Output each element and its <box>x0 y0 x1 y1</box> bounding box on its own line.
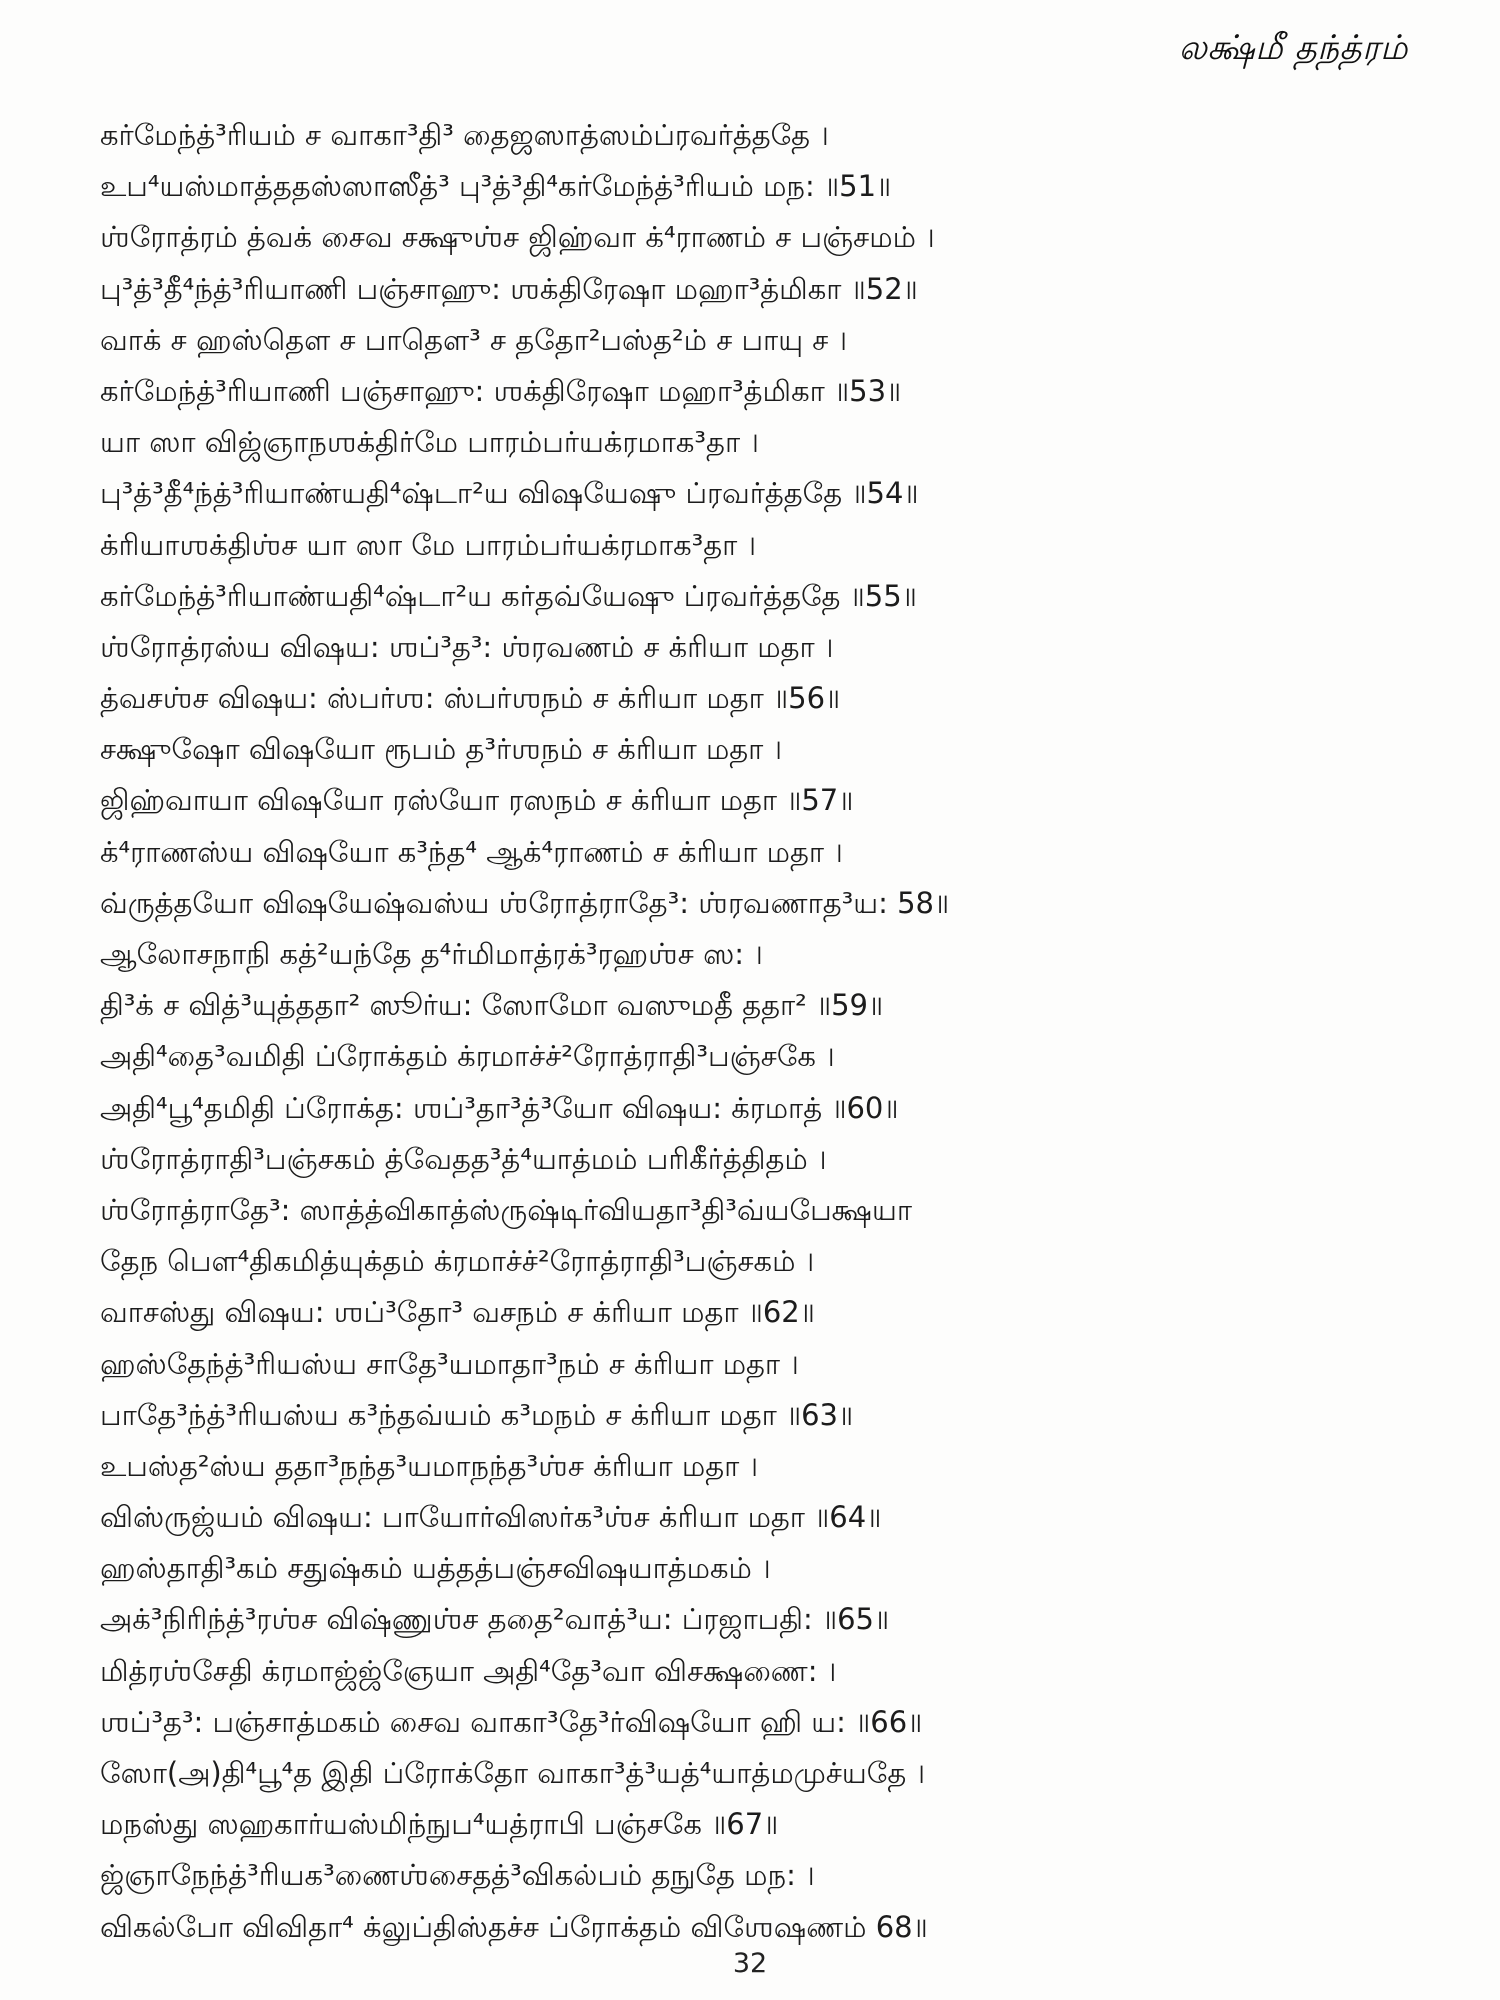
verse-line: பு³த்³தீ⁴ந்த்³ரியாண்யதி⁴ஷ்டா²ய விஷயேஷு ப்ரவர்த்ததே ॥54॥ <box>100 476 919 511</box>
verse-line: ஆலோசநாநி கத்²யந்தே த⁴ர்மிமாத்ரக்³ரஹஶ்ச ஸ: । <box>100 937 763 971</box>
verse-line: அக்³நிரிந்த்³ரஶ்ச விஷ்ணுஶ்ச ததை²வாத்³ய: ப்ரஜாபதி: ॥65॥ <box>100 1602 890 1637</box>
verse-line: விஸ்ருஜ்யம் விஷய: பாயோர்விஸர்க³ஶ்ச க்ரியா மதா ॥64॥ <box>100 1500 882 1535</box>
verse-line: ஶப்³த³: பஞ்சாத்மகம் சைவ வாகா³தே³ர்விஷயோ ஹி ய: ॥66॥ <box>100 1704 923 1739</box>
verse-line: சக்ஷுஷோ விஷயோ ரூபம் த³ர்ஶநம் ச க்ரியா மதா । <box>100 732 783 767</box>
verse-line: பாதே³ந்த்³ரியஸ்ய க³ந்தவ்யம் க³மநம் ச க்ரியா மதா ॥63॥ <box>100 1397 854 1432</box>
verse-line: ஹஸ்தாதி³கம் சதுஷ்கம் யத்தத்பஞ்சவிஷயாத்மகம் । <box>100 1551 771 1586</box>
verse-line: ஸோ(அ)தி⁴பூ⁴த இதி ப்ரோக்தோ வாகா³த்³யத்⁴யாத்மமுச்யதே । <box>100 1756 926 1790</box>
verse-line: ஶ்ரோத்ரஸ்ய விஷய: ஶப்³த³: ஶ்ரவணம் ச க்ரியா மதா । <box>100 629 834 664</box>
verse-line: க்ரியாஶக்திஶ்ச யா ஸா மே பாரம்பர்யக்ரமாக³தா । <box>100 527 757 562</box>
verse-line: ஶ்ரோத்ராதி³பஞ்சகம் த்வேதத³த்⁴யாத்மம் பரிகீர்த்திதம் । <box>100 1141 827 1176</box>
verse-line: அதி⁴பூ⁴தமிதி ப்ரோக்த: ஶப்³தா³த்³யோ விஷய: க்ரமாத் ॥60॥ <box>100 1090 899 1125</box>
verse-line: மித்ரஶ்சேதி க்ரமாஜ்ஜ்ஞேயா அதி⁴தே³வா விசக்ஷணை: । <box>100 1653 837 1688</box>
verse-line: கர்மேந்த்³ரியாணி பஞ்சாஹு: ஶக்திரேஷா மஹா³த்மிகா ॥53॥ <box>100 373 902 408</box>
verse-line: ஶ்ரோத்ராதே³: ஸாத்த்விகாத்ஸ்ருஷ்டிர்வியதா³தி³வ்யபேக்ஷயா <box>100 1192 912 1227</box>
verse-line: விகல்போ விவிதா⁴ க்லுப்திஸ்தச்ச ப்ரோக்தம் விஶேஷணம் 68॥ <box>100 1909 928 1944</box>
verse-line: த்வசஶ்ச விஷய: ஸ்பர்ஶ: ஸ்பர்ஶநம் ச க்ரியா மதா ॥56॥ <box>100 681 841 716</box>
verse-line: ஜ்ஞாநேந்த்³ரியக³ணைஶ்சைதத்³விகல்பம் தநுதே மந: । <box>100 1858 815 1893</box>
verse-line: யா ஸா விஜ்ஞாநஶக்திர்மே பாரம்பர்யக்ரமாக³தா । <box>100 425 759 460</box>
verse-line: ஹஸ்தேந்த்³ரியஸ்ய சாதே³யமாதா³நம் ச க்ரியா மதா । <box>100 1346 799 1381</box>
verse-line: கர்மேந்த்³ரியாண்யதி⁴ஷ்டா²ய கர்தவ்யேஷு ப்ரவர்த்ததே ॥55॥ <box>100 578 917 613</box>
verse-line: வ்ருத்தயோ விஷயேஷ்வஸ்ய ஶ்ரோத்ராதே³: ஶ்ரவணாத³ய: 58॥ <box>100 885 950 920</box>
verse-line: வாசஸ்து விஷய: ஶப்³தோ³ வசநம் ச க்ரியா மதா ॥62॥ <box>100 1295 815 1330</box>
verse-line: ஶ்ரோத்ரம் த்வக் சைவ சக்ஷுஶ்ச ஜிஹ்வா க்⁴ராணம் ச பஞ்சமம் । <box>100 220 935 255</box>
verse-line: ஜிஹ்வாயா விஷயோ ரஸ்யோ ரஸநம் ச க்ரியா மதா ॥57॥ <box>100 783 854 818</box>
verse-line: உபஸ்த²ஸ்ய ததா³நந்த³யமாநந்த³ஶ்ச க்ரியா மதா । <box>100 1448 759 1483</box>
verse-line: கர்மேந்த்³ரியம் ச வாகா³தி³ தைஜஸாத்ஸம்ப்ரவர்த்ததே । <box>100 118 829 152</box>
verse-text-block <box>100 110 1410 1953</box>
verse-line: பு³த்³தீ⁴ந்த்³ரியாணி பஞ்சாஹு: ஶக்திரேஷா மஹா³த்மிகா ॥52॥ <box>100 271 918 306</box>
verse-line: தி³க் ச வித்³யுத்ததா² ஸூர்ய: ஸோமோ வஸுமதீ ததா² ॥59॥ <box>100 988 884 1023</box>
verse-line: தேந பௌ⁴திகமித்யுக்தம் க்ரமாச்ச்²ரோத்ராதி³பஞ்சகம் । <box>100 1244 815 1279</box>
verse-line: மநஸ்து ஸஹகார்யஸ்மிந்நுப⁴யத்ராபி பஞ்சகே ॥67॥ <box>100 1807 779 1842</box>
verse-line: க்⁴ராணஸ்ய விஷயோ க³ந்த⁴ ஆக்⁴ராணம் ச க்ரியா மதா । <box>100 834 843 869</box>
verse-line: உப⁴யஸ்மாத்ததஸ்ஸாஸீத்³ பு³த்³தி⁴கர்மேந்த்³ரியம் மந: ॥51॥ <box>100 169 892 204</box>
verse-line: அதி⁴தை³வமிதி ப்ரோக்தம் க்ரமாச்ச்²ரோத்ராதி³பஞ்சகே । <box>100 1039 835 1074</box>
page-number: 32 <box>732 1948 768 1979</box>
running-header-title: லக்ஷ்மீ தந்த்ரம் <box>1178 28 1408 68</box>
verse-line: வாக் ச ஹஸ்தௌ ச பாதௌ³ ச ததோ²பஸ்த²ம் ச பாயு ச । <box>100 322 848 357</box>
